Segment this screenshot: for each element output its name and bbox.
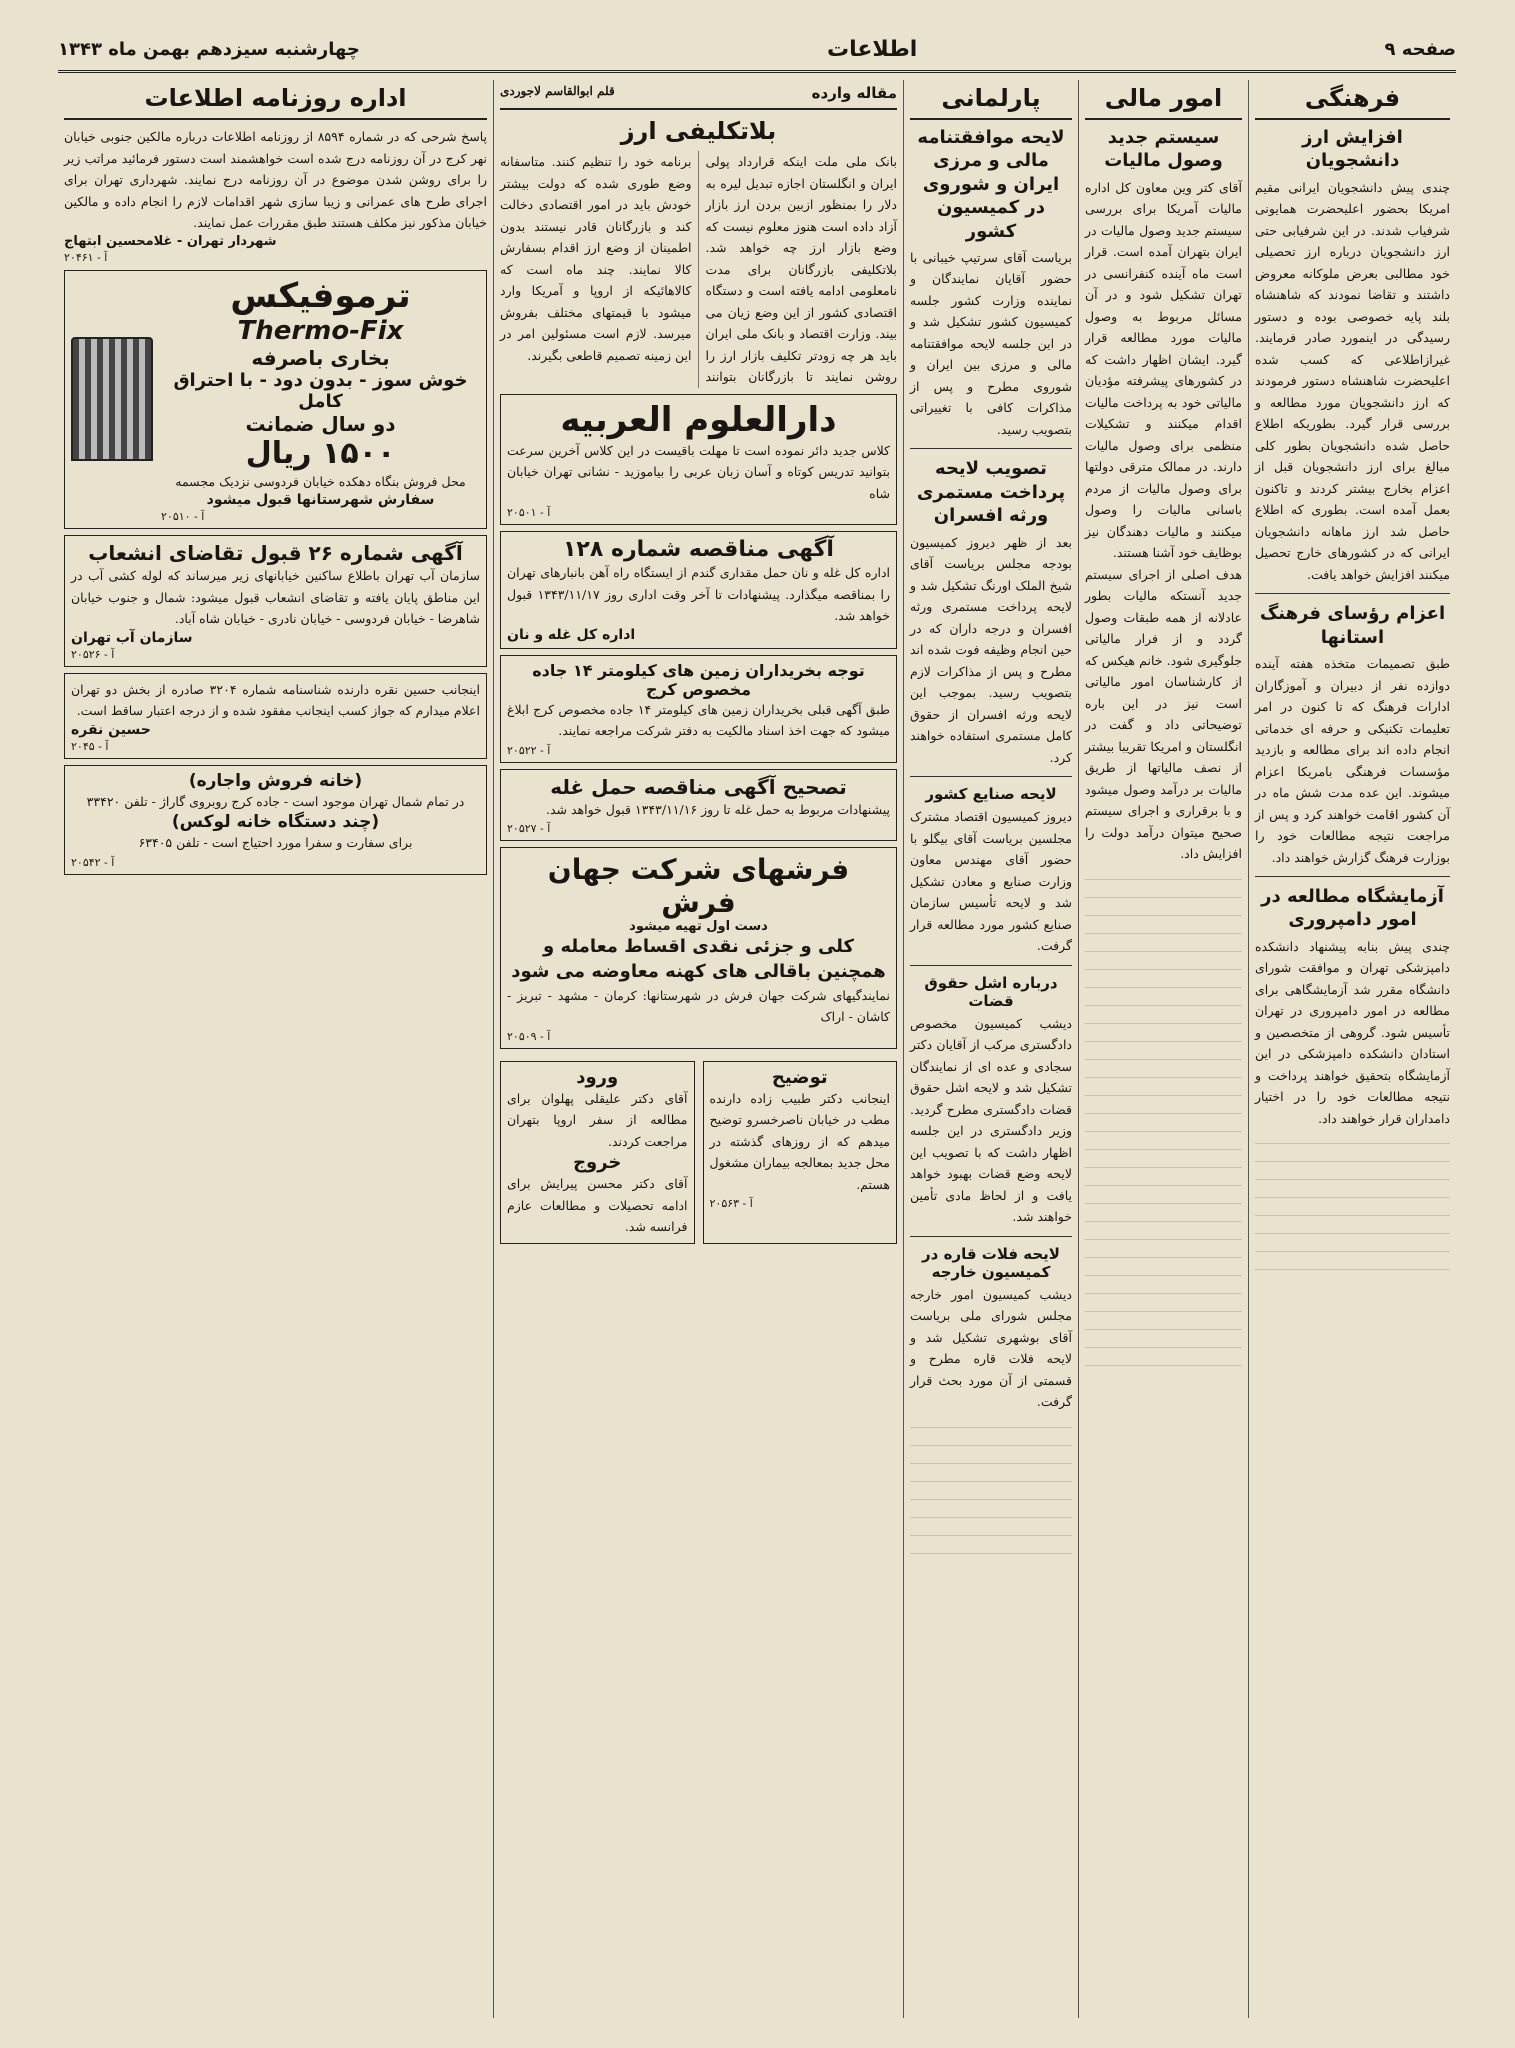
ad-correction-code: ۲۰۵۲۷ - آ (507, 822, 551, 836)
clarification-code: ۲۰۵۶۳ - آ (709, 1197, 753, 1211)
ad-tender-text: اداره کل غله و نان حمل مقداری گندم از ایستگاه راه آهن بانبارهای تهران را بمناقصه میگذارد. پیشنهادات تا آخر وقت اداری روز ۱۳۴۳/۱۱/۱۷ قبول خواهد شد. (507, 565, 891, 624)
ad-arabic-school-code: ۲۰۵۰۱ - آ (507, 506, 551, 520)
ad-lost-license-code: ۲۰۴۵ - آ (71, 739, 109, 753)
ad-thermofix-latin: Thermo-Fix (237, 315, 404, 346)
ad-water-connection (64, 535, 487, 667)
ad-land-title: توجه بخریداران زمین های کیلومتر ۱۴ جاده مخصوص کرج (532, 660, 865, 699)
ad-house-code: ۲۰۵۴۲ - آ (71, 855, 115, 869)
section-title-opinion: مقاله وارده (811, 84, 897, 102)
article-continental-shelf: دیشب کمیسیون امور خارجه مجلس شورای ملی بریاست آقای بوشهری تشکیل شد و لایحه فلات قاره مطرح و قسمتی از آن مورد بحث قرار گرفت. (910, 1286, 1072, 1410)
article-officer-pension: بعد از ظهر دیروز کمیسیون بودجه مجلس بریاست آقای شیخ الملک اورنگ تشکیل شد و لایحه پرداخت مستمری ورثه افسران و درجه داران که در حین انجام وظیفه فوت شده اند مطرح و پس از مذاکرات لازم بتصویب رسید. بموجب این لایحه ورثه افسران از حقوق کامل مستمری استفاده خواهند کرد. (910, 534, 1072, 765)
newspaper-page (58, 28, 1456, 2018)
ad-water-title: آگهی شماره ۲۶ قبول تقاضای انشعاب (88, 541, 463, 565)
ad-correction-title: تصحیح آگهی مناقصه حمل غله (550, 774, 847, 799)
article-industries-bill: دیروز کمیسیون اقتصاد مشترک مجلسین بریاست آقای بیگلو با حضور آقای مهندس معاون وزارت صنایع و معادن تشکیل شد و لایحه تأسیس سازمان صنایع کشور مورد مطالعه قرار گرفت. (910, 809, 1072, 954)
article-currency-uncertainty (500, 151, 897, 388)
departure-text: آقای دکتر محسن پیرایش برای ادامه تحصیلات و مطالعات عازم فرانسه شد. (507, 1176, 688, 1235)
article-currency-uncertainty-p2: متاسفانه وضع طوری شده که دولت بیشتر خودش باید در امور اقتصادی دخالت کند و بازرگانان قادر نیستند بدون اطمینان از وضع ارز اقدام بسفارش کالا نمایند. چند ماه است که کالاهائیکه از اروپا و آمریکا وارد میشود با قیمتهای مختلف بفروش میرسد. لازم است مسئولین امر در این زمینه تصمیم قاطعی بگیرند. (500, 154, 692, 363)
headline-judges-salary: درباره اشل حقوق قضات (924, 973, 1058, 1010)
ad-house-sale (64, 765, 487, 875)
ad-grain-correction (500, 769, 897, 842)
column-notices (58, 80, 493, 2018)
article-tax-system-2: هدف اصلی از اجرای سیستم جدید آنستکه مالیات بطور عادلانه از همه طبقات وصول گردد و از فرار مالیاتی جلوگیری شود. خانم هیکس که از کارشناسان امور مالیاتی است نیز در این باره توضیحاتی داد و گفت در انگلستان و امریکا تقریبا بیشتر از نصف مالیاتها از طریق مالیات بر درآمد وصول میشود و با برقراری و اجرای سیستم صحیح میتوان درآمد دولت را افزایش داد. (1085, 566, 1242, 862)
ad-lost-license (64, 673, 487, 759)
section-title-cultural: فرهنگی (1255, 80, 1450, 120)
ad-thermofix-line2: خوش سوز - بدون دود - با احتراق کامل (173, 369, 468, 412)
ad-arabic-school-text: کلاس جدید دائر نموده است تا مهلت باقیست در این کلاس آخرین سرعت بتوانید تدریس کوتاه و آسان زبان عربی را بیاموزید - نشانی تهران خیابان شاه (507, 442, 890, 501)
column-financial (1078, 80, 1248, 2018)
page-number: صفحه ۹ (1384, 38, 1456, 60)
section-title-parliamentary: پارلمانی (910, 80, 1072, 120)
ad-tender-signer: اداره کل غله و نان (507, 626, 636, 643)
clarification-text: اینجانب دکتر طبیب زاده دارنده مطب در خیابان ناصرخسرو توضیح میدهم که از روزهای گذشته در محل جدید بمعالجه بیماران مشغول هستم. (709, 1090, 890, 1192)
ad-jahan-farsh (500, 847, 897, 1048)
ad-land-buyers (500, 655, 897, 763)
paper-name: اطلاعات (826, 36, 918, 62)
article-student-currency: چندی پیش دانشجویان ایرانی مقیم امریکا بحضور اعلیحضرت همایونی شرفیاب شدند. در این شرفیابی حتی ارز دانشجویان درباره ارز تحصیلی خود مطالبی بعرض ملوکانه معروض داشتند و تقاضا نمودند که شاهنشاه بلند پایه خصوصی بوده و دستور رسیدگی در اینمورد صادر فرمایند. غیرازاطلاعی که کسب شده اعلیحضرت شاهنشاه دستور فرمودند که ارز دانشجویان مورد مطالعه و بررسی قرار گیرد. بطوریکه اطلاع حاصل شده دانشجویان بطور کلی مبالغ برای ارز دانشجویان قبل از اعزام بخارج بیشتر کردند و تاکنون بعمل آمده است. بطوری که اطلاع حاصل شد ارز ماهانه دانشجویان ایرانی که در کشورهای خارج تحصیل میکنند افزایش خواهد یافت. (1255, 179, 1450, 582)
ad-carpet-text: کلی و جزئی نقدی اقساط معامله و همچنین باقالی های کهنه معاوضه می شود (511, 936, 886, 983)
ad-carpet-code: ۲۰۵۰۹ - آ (507, 1029, 551, 1043)
column-parliamentary (903, 80, 1078, 2018)
ad-thermofix-code: ۲۰۵۱۰ - آ (161, 510, 205, 523)
article-judges-salary: دیشب کمیسیون مخصوص دادگستری مرکب از آقایان دکتر سجادی و عده ای از نمایندگان تشکیل شد و لایحه اشل حقوق قضات دادگستری مطرح گردید. وزیر دادگستری در این جلسه اظهار داشت که با تصویب این لایحه وضع قضات بهبود خواهد یافت و از لحاظ مادی تأمین خواهند شد. (910, 1015, 1072, 1225)
masthead (58, 28, 1456, 73)
ad-carpet-sub: دست اول تهیه میشود (629, 919, 768, 935)
headline-border-agreement: لایحه موافقتنامه مالی و مرزی ایران و شوروی در کمیسیون کشور (917, 127, 1065, 242)
headline-currency-uncertainty: بلاتکلیفی ارز (620, 117, 777, 145)
ad-carpet-title: فرشهای شرکت جهان فرش (547, 853, 850, 920)
clarification-title: توضیح (771, 1066, 828, 1088)
ad-thermofix-title: ترموفیکس (230, 275, 411, 316)
ad-water-text: سازمان آب تهران باطلاع ساکنین خیابانهای زیر میرساند که لوله کشی آب در این مناطق پایان یافته و تقاضای انشعاب قبول میشود: شمال و جنوب خیابان شاهرضا - خیابان فردوسی - خیابان نادری - خیابان شاه آباد. (71, 568, 480, 626)
ad-thermofix (64, 270, 487, 530)
ad-thermofix-price: ۱۵۰۰ ریال (245, 435, 396, 471)
article-currency-uncertainty-p1: بانک ملی ملت اینکه قرارداد پولی ایران و انگلستان اجازه تبدیل لیره به دلار را بمنظور ازبین بردن ارز بازار آزاد داده است هنوز معلوم نیست که وضع بازار ارز چه خواهد شد. بلاتکلیفی بازرگانان برای مدت نامعلومی ادامه یافته است و دستگاه اقتصادی کشور از این وضع زیان می بیند. وزارت اقتصاد و بانک ملی ایران باید هر چه زودتر تکلیف بازار ارز را روشن نمایند تا بازرگانان بتوانند برنامه خود را تنظیم کنند. (551, 154, 897, 385)
ad-water-code: ۲۰۵۲۶ - آ (71, 647, 115, 661)
article-border-agreement: بریاست آقای سرتیپ خیبانی با حضور آقایان نمایندگان و نماینده وزارت کشور جلسه کمیسیون کشور تشکیل شد و در این جلسه لایحه موافقتنامه مالی و مرزی بین ایران و شوروی مطرح و پس از مذاکرات کافی با تغییراتی بتصویب رسید. (910, 249, 1072, 437)
departure-title: خروج (573, 1152, 622, 1174)
ad-house-title2: (چند دستگاه خانه لوکس) (171, 812, 380, 832)
ad-thermofix-shop: محل فروش بنگاه دهکده خیابان فردوسی نزدیک مجسمه (175, 473, 466, 489)
issue-date: چهارشنبه سیزدهم بهمن ماه ۱۳۴۳ (58, 38, 360, 60)
column-cultural (1248, 80, 1456, 2018)
headline-continental-shelf: لایحه فلات قاره در کمیسیون خارجه (922, 1244, 1060, 1281)
article-livestock-lab: چندی پیش بنابه پیشنهاد دانشکده دامپزشکی تهران و موافقت شورای دانشگاه مقرر شد آزمایشگاهی برای مطالعه در امور دامپروری در تهران تأسیس شود. گروهی از متخصصین و استادان دانشکده دامپزشکی در این آزمایشگاه بتحقیق خواهند پرداخت و نتیجه مطالعات خود را در اختیار دامداران قرار خواهند داد. (1255, 938, 1450, 1126)
headline-livestock-lab: آزمایشگاه مطالعه در امور دامپروری (1261, 886, 1444, 931)
ad-tender-title: آگهی مناقصه شماره ۱۲۸ (563, 537, 834, 563)
ad-house-text: در تمام شمال تهران موجود است - جاده کرج روبروی گاراژ - تلفن ۳۳۴۲۰ (86, 793, 465, 809)
municipality-code: ۲۰۴۶۱ - آ (64, 250, 108, 264)
ad-water-signer: سازمان آب تهران (71, 629, 193, 646)
article-tax-system-1: آقای کتر وین معاون کل اداره مالیات آمریکا برای بررسی سیستم جدید وصول مالیات در ایران بتهران آمده است. قرار است ماه آینده کنفرانسی در تهران تشکیل شود و در آن مسائل مربوط به وصول مالیات مورد مطالعه قرار گیرد. ایشان اظهار داشت که در کشورهای پیشرفته مؤدیان مالیاتی خود به پرداخت مالیات اقدام میکنند و تشکیلات منظمی برای وصول مالیات دارند. در ممالک مترقی دولتها برای وصول مالیات از مردم باسانی مالیات را وصول میکنند و مالیات دهندگان نیز بوظایف خود آشنا هستند. (1085, 179, 1242, 561)
section-title-financial: امور مالی (1085, 80, 1242, 120)
ad-carpet-reps: نمایندگیهای شرکت جهان فرش در شهرستانها: کرمان - مشهد - تبریز - کاشان - اراک (507, 987, 890, 1025)
column-opinion-ads (493, 80, 903, 2018)
ad-arabic-school (500, 394, 897, 526)
ad-land-text: طبق آگهی قبلی بخریداران زمین های کیلومتر ۱۴ جاده مخصوص کرج ابلاغ میشود که جهت اخذ اسناد مالکیت به دفتر شرکت مراجعه نمایند. (507, 701, 890, 739)
notice-arrival-departure (500, 1061, 695, 1244)
ad-correction-text: پیشنهادات مربوط به حمل غله تا روز ۱۳۴۳/۱۱/۱۶ قبول خواهد شد. (545, 801, 890, 817)
headline-tax-system: سیستم جدید وصول مالیات (1104, 127, 1223, 172)
headline-officer-pension: تصویب لایحه پرداخت مستمری ورثه افسران (916, 458, 1066, 527)
article-culture-chiefs: طبق تصمیمات متخذه هفته آینده دوازده نفر از دبیران و آموزگاران ادارات فرهنگ که تا کنون در امر تعلیمات تکنیکی و حرفه ای خدماتی انجام داده اند برای مطالعه و بازدید مؤسسات فرهنگی بامریکا اعزام میشوند. این عده مدت شش ماه در آن کشور اقامت خواهند کرد و پس از مراجعت نتیجه مطالعات خود را بوزارت فرهنگ گزارش خواهند داد. (1255, 656, 1450, 865)
ad-lost-license-text: اینجانب حسین نقره دارنده شناسنامه شماره ۳۲۰۴ صادره از بخش دو تهران اعلام میدارم که جواز کسب اینجانب مفقود شده و از درجه اعتبار ساقط است. (71, 681, 481, 718)
arrival-text: آقای دکتر علیقلی پهلوان برای مطالعه از سفر اروپا بتهران مراجعت کردند. (507, 1090, 688, 1149)
headline-industries-bill: لایحه صنایع کشور (925, 785, 1057, 804)
ad-tender-128 (500, 531, 897, 649)
ad-thermofix-line3: دو سال ضمانت (245, 411, 396, 436)
ad-thermofix-order: سفارش شهرستانها قبول میشود (206, 492, 435, 508)
heater-illustration (71, 337, 153, 461)
headline-student-currency: افزایش ارز دانشجویان (1302, 127, 1403, 172)
arrival-title: ورود (576, 1066, 619, 1088)
article-byline: قلم ابوالقاسم لاجوردی (500, 84, 615, 98)
ad-house-text2: برای سفارت و سفرا مورد احتیاج است - تلفن ۶۳۴۰۵ (138, 835, 413, 850)
ad-house-title: (خانه فروش واجاره) (188, 770, 363, 791)
municipality-signer: شهردار تهران - غلامحسین ابتهاج (64, 233, 277, 249)
article-municipality-reply: پاسخ شرحی که در شماره ۸۵۹۴ از روزنامه اطلاعات درباره مالکین جنوبی خیابان نهر کرج در آن روزنامه درج شده است خواهشمند است دستور فرمائید مراتب زیر را برای روشن شدن موضوع در آن روزنامه درج نمایند. شهرداری تهران برای اجرای طرح های عمرانی و زیبا سازی شهر اقدامات لازم را انجام داده و مالکین خیابان مذکور نیز مکلف هستند طبق مقررات عمل نمایند. (64, 129, 487, 230)
ad-arabic-school-title: دارالعلوم العربیه (560, 399, 837, 440)
ad-thermofix-line1: بخاری باصرفه (251, 345, 390, 370)
ad-land-code: ۲۰۵۲۲ - آ (507, 743, 551, 757)
section-title-ettelaat-office: اداره روزنامه اطلاعات (64, 80, 487, 120)
notice-clarification (703, 1061, 898, 1244)
ad-lost-license-signer: حسین نقره (71, 721, 151, 738)
headline-culture-chiefs: اعزام رؤسای فرهنگ استانها (1259, 603, 1446, 648)
